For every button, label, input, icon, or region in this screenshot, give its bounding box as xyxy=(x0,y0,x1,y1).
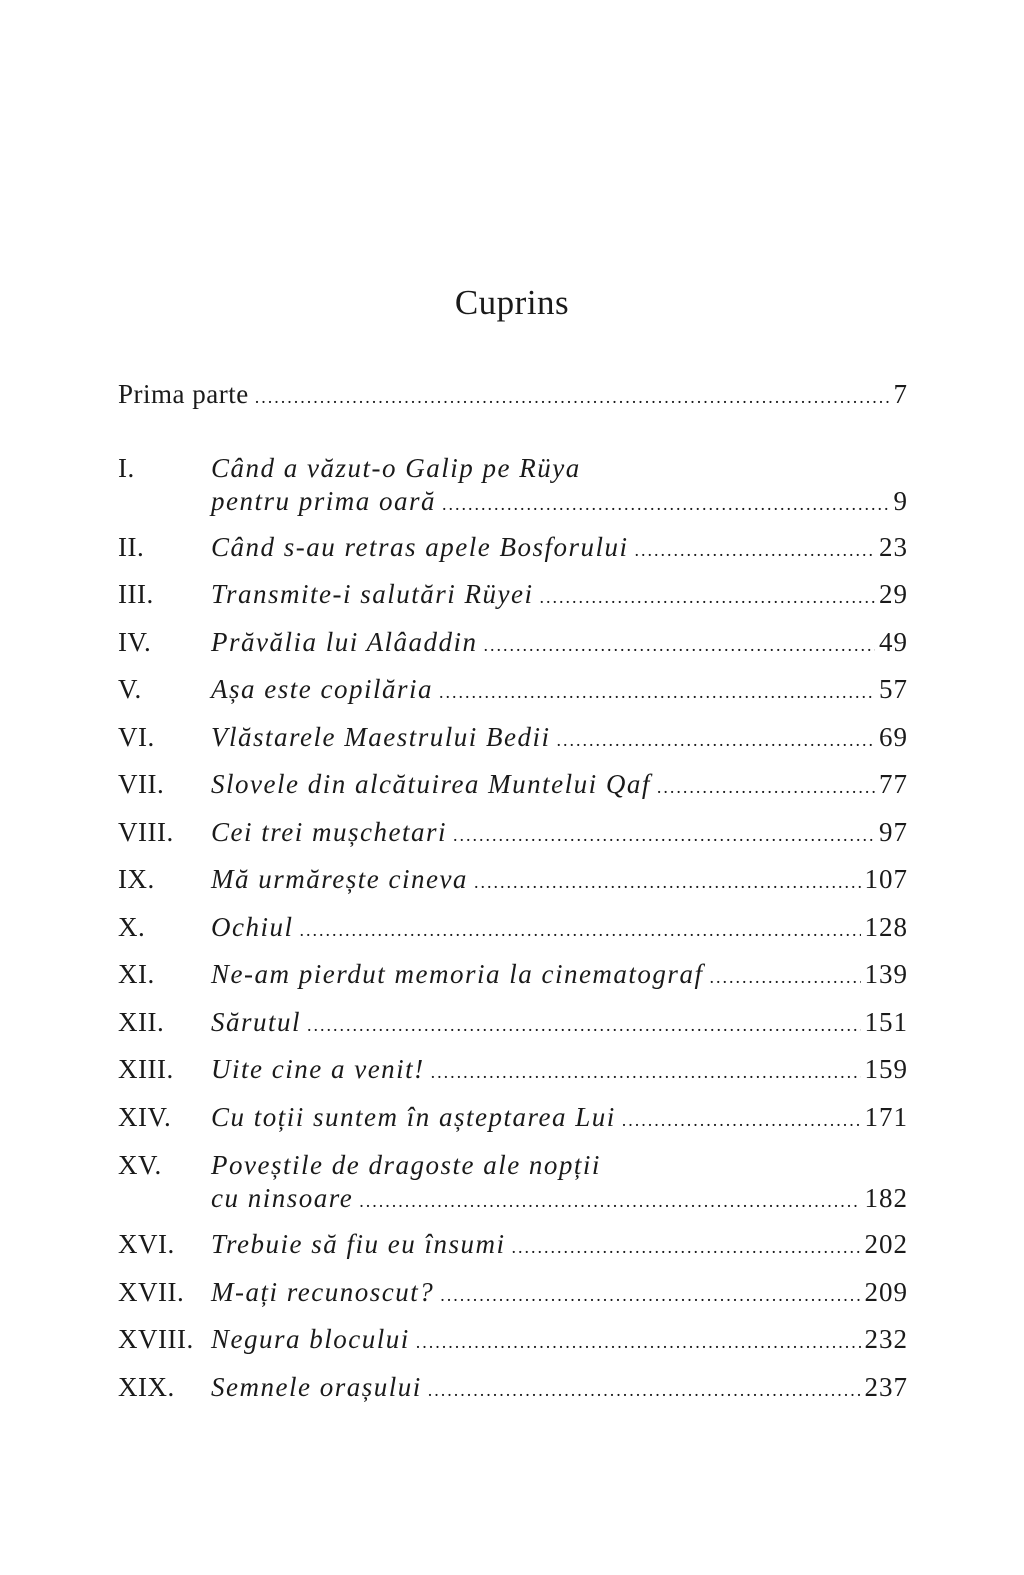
page-number: 232 xyxy=(864,1324,908,1354)
page-number: 237 xyxy=(864,1372,908,1402)
page-number: 29 xyxy=(879,579,908,609)
chapter-number: XVII. xyxy=(118,1277,185,1307)
chapter-number: XVIII. xyxy=(118,1324,194,1354)
chapter-title: Negura blocului xyxy=(211,1324,410,1354)
chapter-title: Trebuie să fiu eu însumi xyxy=(211,1229,506,1259)
page-number: 159 xyxy=(864,1054,908,1084)
chapter-number: V. xyxy=(118,674,142,704)
leader-dots xyxy=(474,866,861,898)
chapter-number: VIII. xyxy=(118,817,174,847)
page-number: 202 xyxy=(864,1229,908,1259)
page-number: 139 xyxy=(864,959,908,989)
page-number: 77 xyxy=(879,769,908,799)
chapter-number: III. xyxy=(118,579,154,609)
page-number: 128 xyxy=(864,912,908,942)
chapter-title: Cu toții suntem în așteptarea Lui xyxy=(211,1102,616,1132)
chapter-number: IV. xyxy=(118,627,152,657)
chapter-number: XVI. xyxy=(118,1229,175,1259)
chapter-number: X. xyxy=(118,912,146,942)
leader-dots xyxy=(512,1231,861,1263)
page-number: 57 xyxy=(879,674,908,704)
page-title: Cuprins xyxy=(454,283,570,322)
chapter-title: M-ați recunoscut? xyxy=(211,1277,435,1307)
leader-dots xyxy=(484,629,876,661)
leader-dots xyxy=(453,819,875,851)
leader-dots xyxy=(556,724,875,756)
chapter-number: XI. xyxy=(118,959,155,989)
page-number: 209 xyxy=(864,1277,908,1307)
page-number: 107 xyxy=(864,864,908,894)
page-number: 23 xyxy=(879,532,908,562)
leader-dots xyxy=(416,1326,861,1358)
chapter-number: II. xyxy=(118,532,145,562)
page-number: 49 xyxy=(879,627,908,657)
part-label: Prima parte xyxy=(118,379,249,409)
chapter-number: XII. xyxy=(118,1007,165,1037)
chapter-title-line1: Când a văzut-o Galip pe Rüya xyxy=(211,453,581,483)
chapter-number: IX. xyxy=(118,864,155,894)
leader-dots xyxy=(359,1185,860,1217)
leader-dots xyxy=(439,676,875,708)
leader-dots xyxy=(431,1056,861,1088)
chapter-title: Ochiul xyxy=(211,912,294,942)
chapter-number: XV. xyxy=(118,1150,162,1180)
page-number: 97 xyxy=(879,817,908,847)
chapter-title: cu ninsoare xyxy=(211,1183,354,1213)
chapter-number: XIV. xyxy=(118,1102,172,1132)
chapter-title: Așa este copilăria xyxy=(211,674,433,704)
chapter-title: Semnele orașului xyxy=(211,1372,422,1402)
leader-dots xyxy=(635,534,876,566)
leader-dots xyxy=(709,961,860,993)
chapter-title: Cei trei mușchetari xyxy=(211,817,447,847)
page-number: 7 xyxy=(893,379,908,409)
leader-dots xyxy=(440,1279,860,1311)
chapter-title-line1: Poveștile de dragoste ale nopții xyxy=(211,1150,601,1180)
chapter-title: Uite cine a venit! xyxy=(211,1054,425,1084)
leader-dots xyxy=(622,1104,861,1136)
chapter-title: Prăvălia lui Alâaddin xyxy=(211,627,478,657)
leader-dots xyxy=(428,1374,861,1406)
page-number: 9 xyxy=(893,486,908,516)
chapter-title: Vlăstarele Maestrului Bedii xyxy=(211,722,551,752)
chapter-number: XIII. xyxy=(118,1054,174,1084)
page-number: 171 xyxy=(864,1102,908,1132)
page-number: 151 xyxy=(864,1007,908,1037)
chapter-title: Slovele din alcătuirea Muntelui Qaf xyxy=(211,769,651,799)
leader-dots xyxy=(300,914,861,946)
chapter-title: Când s-au retras apele Bosforului xyxy=(211,532,629,562)
chapter-number: I. xyxy=(118,453,135,483)
chapter-title: Ne-am pierdut memoria la cinematograf xyxy=(211,959,704,989)
chapter-title: pentru prima oară xyxy=(211,486,437,516)
leader-dots xyxy=(307,1009,860,1041)
chapter-title: Sărutul xyxy=(211,1007,302,1037)
chapter-title: Transmite-i salutări Rüyei xyxy=(211,579,534,609)
leader-dots xyxy=(255,381,890,413)
leader-dots xyxy=(442,488,889,520)
leader-dots xyxy=(657,771,875,803)
page-number: 182 xyxy=(864,1183,908,1213)
page-number: 69 xyxy=(879,722,908,752)
chapter-number: VII. xyxy=(118,769,165,799)
chapter-number: XIX. xyxy=(118,1372,175,1402)
chapter-title: Mă urmărește cineva xyxy=(211,864,468,894)
chapter-number: VI. xyxy=(118,722,155,752)
leader-dots xyxy=(540,581,876,613)
